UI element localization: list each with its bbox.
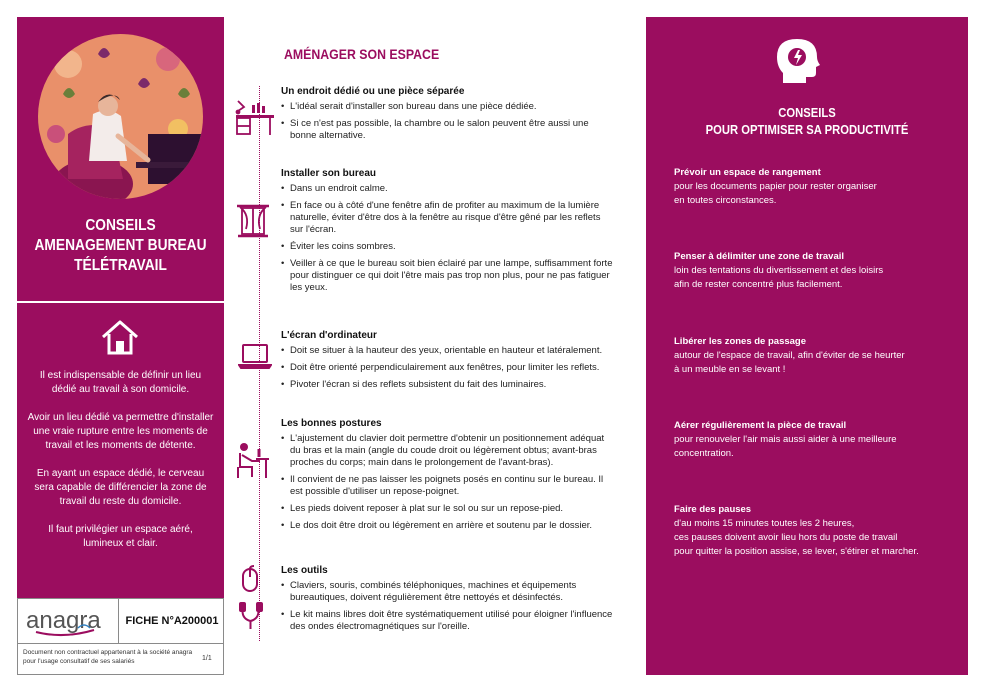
tip-line: pour les documents papier pour rester organiser bbox=[674, 181, 877, 192]
anagra-logo bbox=[24, 603, 114, 639]
list-item: • Le dos doit être droit ou légèrement en arrière et soutenu par le dossier. bbox=[281, 520, 616, 532]
list-item: • Dans un endroit calme. bbox=[281, 183, 616, 195]
tip-title: Penser à délimiter une zone de travail bbox=[674, 251, 845, 262]
tip-line: d'au moins 15 minutes toutes les 2 heures, bbox=[674, 518, 855, 529]
tip-title: Libérer les zones de passage bbox=[674, 336, 807, 347]
intro-paragraph: En ayant un espace dédié, le cerveau sera capable de différencier la zone de travail du reste du domicile. bbox=[34, 468, 207, 507]
list-item: • Si ce n'est pas possible, la chambre ou le salon peuvent être aussi une bonne alternative. bbox=[281, 118, 616, 142]
section-heading: Les bonnes postures bbox=[281, 418, 382, 429]
tip-work-zone bbox=[674, 250, 954, 292]
tip-line: pour quitter la position assise, se lever, s'étirer et marcher. bbox=[674, 546, 919, 557]
list-item: • Il convient de ne pas laisser les poignets posés en continu sur le bureau. Il est possible d'utiliser un repose-poignet. bbox=[281, 474, 616, 498]
section-heading: Un endroit dédié ou une pièce séparée bbox=[281, 86, 465, 97]
headset-icon bbox=[238, 600, 264, 635]
list-item: • Le kit mains libres doit être systématiquement utilisé pour éloigner l'influence des ondes électromagnétiques sur l'oreille. bbox=[281, 609, 616, 633]
tip-line: loin des tentations du divertissement et des loisirs bbox=[674, 265, 884, 276]
left-title-line: CONSEILS bbox=[85, 217, 156, 234]
left-divider bbox=[17, 301, 224, 303]
middle-panel bbox=[226, 17, 644, 675]
section-install-desk bbox=[281, 168, 616, 299]
list-item: • En face ou à côté d'une fenêtre afin de profiter au maximum de la lumière naturelle, éviter d'être dos à la fenêtre au risque d'être gêné par les reflets sur l'écran. bbox=[281, 200, 616, 236]
fiche-number: FICHE N°A200001 bbox=[118, 599, 225, 643]
intro-paragraph: Il faut privilégier un espace aéré, lumineux et clair. bbox=[48, 524, 193, 549]
tip-line: à un meuble en se levant ! bbox=[674, 364, 786, 375]
tip-line: autour de l'espace de travail, afin d'éviter de se heurter bbox=[674, 350, 905, 361]
section-screen bbox=[281, 330, 616, 396]
section-title: AMÉNAGER SON ESPACE bbox=[284, 46, 440, 62]
list-item: • Doit être orienté perpendiculairement aux fenêtres, pour limiter les reflets. bbox=[281, 362, 616, 374]
list-item: • Éviter les coins sombres. bbox=[281, 241, 616, 253]
tip-line: pour renouveler l'air mais aussi aider à une meilleure bbox=[674, 434, 897, 445]
tip-title: Faire des pauses bbox=[674, 504, 752, 515]
tip-line: concentration. bbox=[674, 448, 734, 459]
tip-breaks bbox=[674, 503, 954, 559]
intro-paragraph: Avoir un lieu dédié va permettre d'installer une vraie rupture entre les moments de travail et les moments de détente. bbox=[27, 412, 214, 451]
mouse-icon bbox=[240, 565, 262, 600]
tip-title: Aérer régulièrement la pièce de travail bbox=[674, 420, 847, 431]
laptop-icon bbox=[238, 343, 272, 374]
right-panel bbox=[646, 17, 968, 675]
intro-paragraph: Il est indispensable de définir un lieu dédié au travail à son domicile. bbox=[39, 370, 202, 395]
tip-passage bbox=[674, 335, 954, 377]
disclaimer-text: Document non contractuel appartenant à la société anagra pour l'usage consultatif de ses salariés bbox=[23, 649, 193, 665]
left-panel bbox=[17, 17, 224, 675]
right-title bbox=[662, 105, 952, 139]
section-dedicated-space bbox=[281, 86, 616, 147]
left-title bbox=[31, 216, 209, 276]
left-title-line: TÉLÉTRAVAIL bbox=[74, 257, 167, 274]
page-number: 1/1 bbox=[202, 655, 212, 662]
list-item: • Les pieds doivent reposer à plat sur le sol ou sur un repose-pied. bbox=[281, 503, 616, 515]
tip-line: en toutes circonstances. bbox=[674, 195, 777, 206]
posture-icon bbox=[236, 441, 270, 484]
list-item: • Veiller à ce que le bureau soit bien éclairé par une lampe, suffisamment forte pour distinguer ce qui doit l'être mais pas trop non plus, pour ne pas fatiguer les yeux. bbox=[281, 258, 616, 294]
tip-ventilate bbox=[674, 419, 954, 461]
section-heading: L'écran d'ordinateur bbox=[281, 330, 377, 341]
left-intro-text bbox=[27, 369, 214, 565]
list-item: • Doit se situer à la hauteur des yeux, orientable en hauteur et latéralement. bbox=[281, 345, 616, 357]
footer-divider bbox=[18, 643, 223, 644]
home-icon bbox=[100, 319, 140, 360]
section-postures bbox=[281, 418, 616, 537]
section-tools bbox=[281, 565, 616, 638]
left-title-line: AMENAGEMENT BUREAU bbox=[34, 237, 207, 254]
list-item: • Pivoter l'écran si des reflets subsistent du fait des luminaires. bbox=[281, 379, 616, 391]
tip-title: Prévoir un espace de rangement bbox=[674, 167, 821, 178]
right-title-line: POUR OPTIMISER SA PRODUCTIVITÉ bbox=[705, 123, 909, 137]
head-lightbulb-icon bbox=[775, 37, 821, 90]
section-heading: Installer son bureau bbox=[281, 168, 377, 179]
desk-icon bbox=[234, 99, 276, 142]
window-icon bbox=[236, 203, 270, 244]
list-item: • L'ajustement du clavier doit permettre d'obtenir un positionnement adéquat du bras et la main (angle du coude droit ou légèrement obtus; avant-bras proches du corps; main dans le prolongement de l'avant-bras). bbox=[281, 433, 616, 469]
document-footer bbox=[17, 598, 224, 675]
tip-line: ces pauses doivent avoir lieu hors du poste de travail bbox=[674, 532, 898, 543]
section-heading: Les outils bbox=[281, 565, 328, 576]
logo-text: anagra bbox=[26, 607, 101, 634]
tip-line: afin de rester concentré plus facilement. bbox=[674, 279, 843, 290]
tip-storage bbox=[674, 166, 954, 208]
right-title-line: CONSEILS bbox=[778, 106, 836, 120]
list-item: • Claviers, souris, combinés téléphoniques, machines et équipements bureautiques, doivent régulièrement être nettoyés et désinfectés. bbox=[281, 580, 616, 604]
home-office-illustration bbox=[38, 34, 203, 199]
list-item: • L'idéal serait d'installer son bureau dans une pièce dédiée. bbox=[281, 101, 616, 113]
